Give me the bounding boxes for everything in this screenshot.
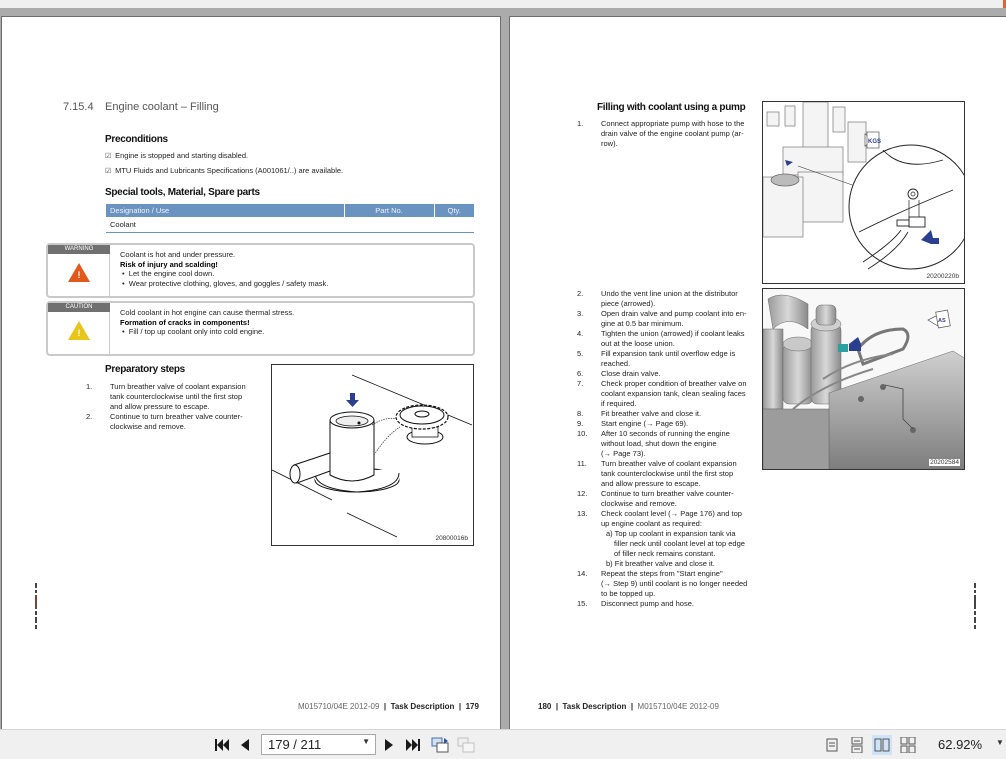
figure-id: 20202584 [930,459,959,466]
continuous-page-icon [851,737,863,753]
cell-part-no [344,217,434,233]
step-item: 2. Continue to turn breather valve counter- clockwise and remove. [86,412,243,431]
first-page-icon [215,739,229,751]
warning-box: WARNING ! Coolant is hot and under pressure. Risk of injury and scalding! • Let the engine cool down. • Wear protective clothing, gloves, and goggles / safety mask. [46,243,475,298]
page-179 [1,16,501,730]
warning-bullet: • Wear protective clothing, gloves, and goggles / safety mask. [122,278,329,288]
previous-page-icon [241,739,249,751]
checkbox-icon: ☑ [105,168,112,175]
step-item: 1. Connect appropriate pump with hose to the drain valve of the engine coolant pump (ar- row). [577,119,745,148]
previous-view-button[interactable] [430,735,450,755]
warning-line2: Risk of injury and scalding! [120,259,218,269]
page-number: 179 [465,702,479,711]
figure-distributor-union [762,288,965,470]
page-180 [509,16,1006,730]
step-item: 2. Undo the vent line union at the distributor piece (arrowed). [577,289,738,308]
step-item: 12. Continue to turn breather valve counter- clockwise and remove. [577,489,734,508]
step-item: 15. Disconnect pump and hose. [577,599,694,608]
caution-box: CAUTION ! Cold coolant in hot engine can cause thermal stress. Formation of cracks in components! • Fill / top up coolant only into cold engine. [46,301,475,356]
warning-line1: Coolant is hot and under pressure. [120,250,236,259]
facing-view-button[interactable] [872,735,892,755]
previous-page-button[interactable] [238,735,252,755]
next-view-icon [457,737,475,753]
figure-drain-valve [762,101,965,284]
step-item: 1. Turn breather valve of coolant expansion tank counterclockwise until the first stop and allow pressure to escape. [86,382,246,411]
step-item: 11. Turn breather valve of coolant expansion tank counterclockwise until the first stop and allow pressure to escape. [577,459,737,488]
page-number: 180 [538,702,552,711]
navigation-toolbar [0,729,1006,759]
preparatory-steps [86,382,266,432]
step-item: 4. Tighten the union (arrowed) if coolant leaks out at the loose union. [577,329,745,348]
pump-steps-part1 [577,119,757,149]
step-item: 9. Start engine (→ Page 69). [577,419,689,428]
pump-steps-part2 [577,289,762,609]
substep-a: a) Top up coolant in expansion tank via [606,529,736,538]
side-barcode [972,583,978,631]
special-tools-heading: Special tools, Material, Spare parts [105,187,260,198]
window-top-strip [0,0,1006,8]
breather-valve-illustration [272,365,474,546]
pump-filling-heading: Filling with coolant using a pump [597,102,746,113]
dropdown-arrow-icon[interactable]: ▼ [362,737,370,746]
section-number: 7.15.4 [63,101,94,113]
side-barcode [33,583,39,631]
figure-id: 20200220b [926,273,959,280]
step-item: 13. Check coolant level (→ Page 176) and top up engine coolant as required: a) Top up coolant in expansion tank via filler neck until coolant level at top edge of filler neck remains constant. b) Fit breather valve and close it. [577,509,762,569]
warning-label: WARNING [48,245,110,254]
cell-designation: Coolant [106,217,344,233]
last-page-button[interactable] [404,735,422,755]
svg-text:KGS: KGS [868,139,882,145]
next-view-button[interactable] [456,735,476,755]
step-item: 7. Check proper condition of breather valve on coolant expansion tank, clean sealing faces if required. [577,379,747,408]
zoom-dropdown-icon[interactable]: ▼ [996,738,1004,747]
precondition-item: ☑ MTU Fluids and Lubricants Specifications (A001061/..) are available. [105,166,344,175]
continuous-facing-icon [900,737,916,753]
first-page-button[interactable] [213,735,231,755]
previous-view-icon [431,737,449,753]
continuous-view-button[interactable] [847,735,867,755]
warning-bullet: • Let the engine cool down. [122,269,215,278]
cell-qty [434,217,474,233]
preparatory-heading: Preparatory steps [105,364,185,375]
page-number-combo[interactable] [261,734,376,755]
page-footer: M015710/04E 2012-09 | Task Description | 179 [298,702,479,711]
col-designation: Designation / Use [106,204,344,217]
document-viewport[interactable] [0,8,1006,729]
step-item: 3. Open drain valve and pump coolant into en- gine at 0.5 bar minimum. [577,309,747,328]
caution-line1: Cold coolant in hot engine can cause thermal stress. [120,308,295,317]
single-page-view-button[interactable] [822,735,842,755]
table-header-row [106,204,474,217]
col-part-no: Part No. [344,204,434,217]
step-item: 6. Close drain valve. [577,369,661,378]
step-item: 10. After 10 seconds of running the engine without load, shut down the engine (→ Page 73). [577,429,730,458]
page-footer: 180 | Task Description | M015710/04E 2012-09 [538,702,719,711]
table-row [106,217,474,233]
substep-b: b) Fit breather valve and close it. [606,559,715,568]
step-item: 8. Fit breather valve and close it. [577,409,702,418]
step-item: 14. Repeat the steps from "Start engine" (→ Step 9) until coolant is no longer needed to be topped up. [577,569,748,598]
figure-id: 20800016b [435,535,468,542]
svg-text:AS: AS [938,318,946,324]
caution-line2: Formation of cracks in components! [120,317,250,327]
step-item: 5. Fill expansion tank until overflow edge is reached. [577,349,736,368]
next-page-button[interactable] [382,735,396,755]
caution-label: CAUTION [48,303,110,312]
parts-table [106,204,474,233]
engine-render-illustration [763,289,965,470]
checkbox-icon: ☑ [105,153,112,160]
single-page-icon [826,738,838,752]
continuous-facing-view-button[interactable] [898,735,918,755]
caution-bullet: • Fill / top up coolant only into cold engine. [122,327,265,336]
facing-pages-icon [874,738,890,752]
precondition-item: ☑ Engine is stopped and starting disabled. [105,151,249,160]
figure-breather-valve [271,364,474,546]
next-page-icon [385,739,393,751]
drain-valve-illustration [763,102,965,284]
zoom-level[interactable]: 62.92% [938,737,983,752]
section-title: Engine coolant – Filling [105,101,219,113]
preconditions-heading: Preconditions [105,134,168,145]
page-number-value[interactable]: 179 / 211 [268,737,322,752]
col-qty: Qty. [434,204,474,217]
last-page-icon [406,739,420,751]
